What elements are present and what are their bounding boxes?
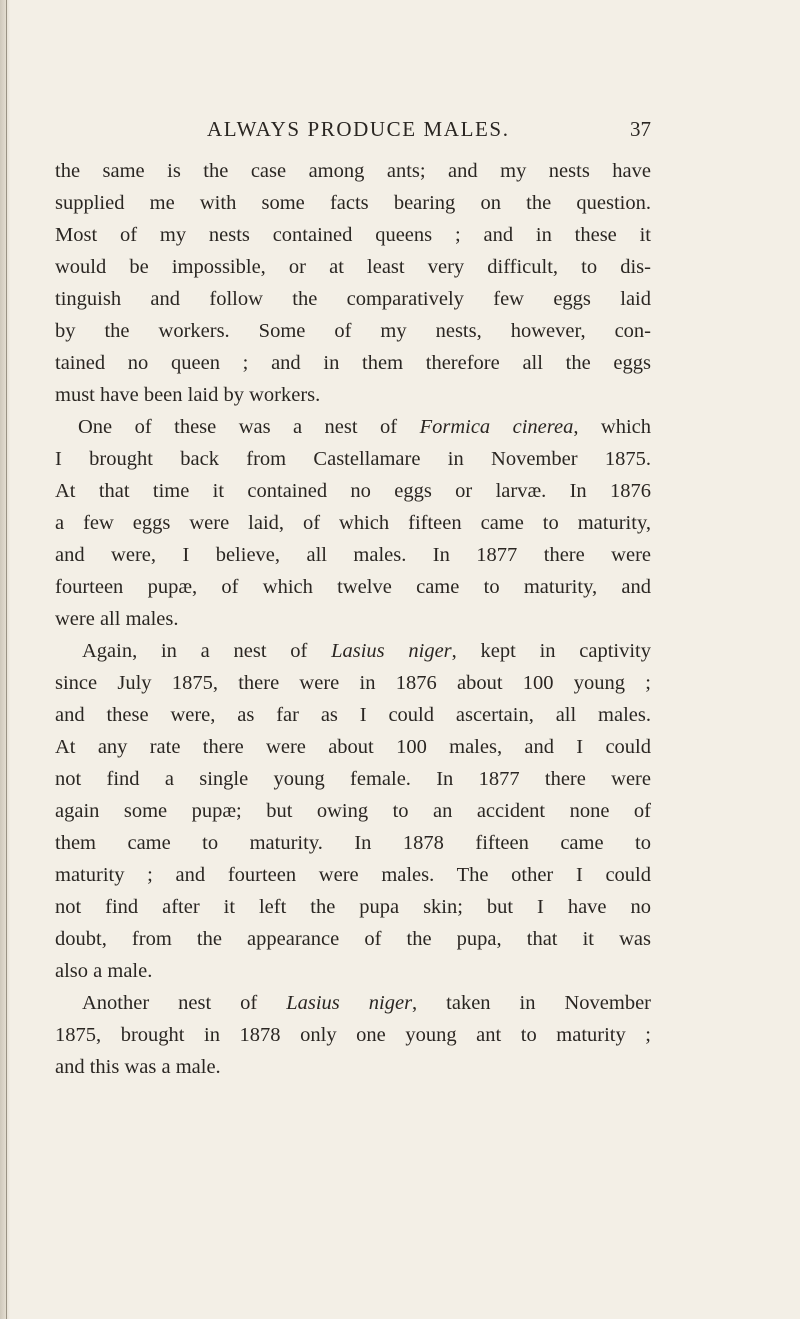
text-line: and these were, as far as I could ascertain, all males. <box>55 704 651 726</box>
text-line: tinguish and follow the comparatively few eggs laid <box>55 288 651 310</box>
text-line: supplied me with some facts bearing on the question. <box>55 192 651 214</box>
text-line: 1875, brought in 1878 only one young ant to maturity ; <box>55 1024 651 1046</box>
text-fragment: Another nest of <box>82 992 287 1014</box>
species-name: Lasius niger <box>286 992 413 1014</box>
text-line: and this was a male. <box>55 1056 221 1078</box>
text-line: would be impossible, or at least very difficult, to dis- <box>55 256 651 278</box>
text-fragment: One of these was a nest of <box>78 416 420 438</box>
text-line: also a male. <box>55 960 153 982</box>
text-line: the same is the case among ants; and my nests have <box>55 160 651 182</box>
text-line: by the workers. Some of my nests, however, con- <box>55 320 651 342</box>
text-fragment: Again, in a nest of <box>82 640 332 662</box>
text-line: tained no queen ; and in them therefore all the eggs <box>55 352 651 374</box>
text-line: I brought back from Castellamare in November 1875. <box>55 448 651 470</box>
paragraph-3 <box>55 635 651 987</box>
text-line: must have been laid by workers. <box>55 384 321 406</box>
running-head-title: ALWAYS PRODUCE MALES. <box>207 117 510 141</box>
text-line <box>55 635 651 667</box>
paragraph-4 <box>55 987 651 1083</box>
running-head <box>0 114 800 144</box>
text-line: not find a single young female. In 1877 there were <box>55 768 651 790</box>
page-number: 37 <box>630 117 651 141</box>
text-line: maturity ; and fourteen were males. The other I could <box>55 864 651 886</box>
text-line: At any rate there were about 100 males, and I could <box>55 736 651 758</box>
text-line: fourteen pupæ, of which twelve came to maturity, and <box>55 576 651 598</box>
body-text <box>55 155 651 1083</box>
text-line <box>55 987 651 1019</box>
text-line: Most of my nests contained queens ; and in these it <box>55 224 651 246</box>
text-line: were all males. <box>55 608 179 630</box>
text-line <box>55 411 651 443</box>
text-line: since July 1875, there were in 1876 about 100 young ; <box>55 672 651 694</box>
text-line: At that time it contained no eggs or larvæ. In 1876 <box>55 480 651 502</box>
paragraph-1 <box>55 155 651 411</box>
text-fragment: , which <box>573 416 651 438</box>
text-line: not find after it left the pupa skin; but I have no <box>55 896 651 918</box>
species-name: Formica cinerea <box>419 416 574 438</box>
species-name: Lasius niger <box>331 640 452 662</box>
text-line: a few eggs were laid, of which fifteen came to maturity, <box>55 512 651 534</box>
text-line: and were, I believe, all males. In 1877 there were <box>55 544 651 566</box>
text-line: them came to maturity. In 1878 fifteen came to <box>55 832 651 854</box>
text-line: doubt, from the appearance of the pupa, that it was <box>55 928 651 950</box>
text-fragment: , taken in November <box>412 992 651 1014</box>
page-binding-edge <box>0 0 10 1319</box>
paragraph-2 <box>55 411 651 635</box>
text-line: again some pupæ; but owing to an accident none of <box>55 800 651 822</box>
text-fragment: , kept in captivity <box>451 640 651 662</box>
page-binding-line <box>6 0 7 1319</box>
